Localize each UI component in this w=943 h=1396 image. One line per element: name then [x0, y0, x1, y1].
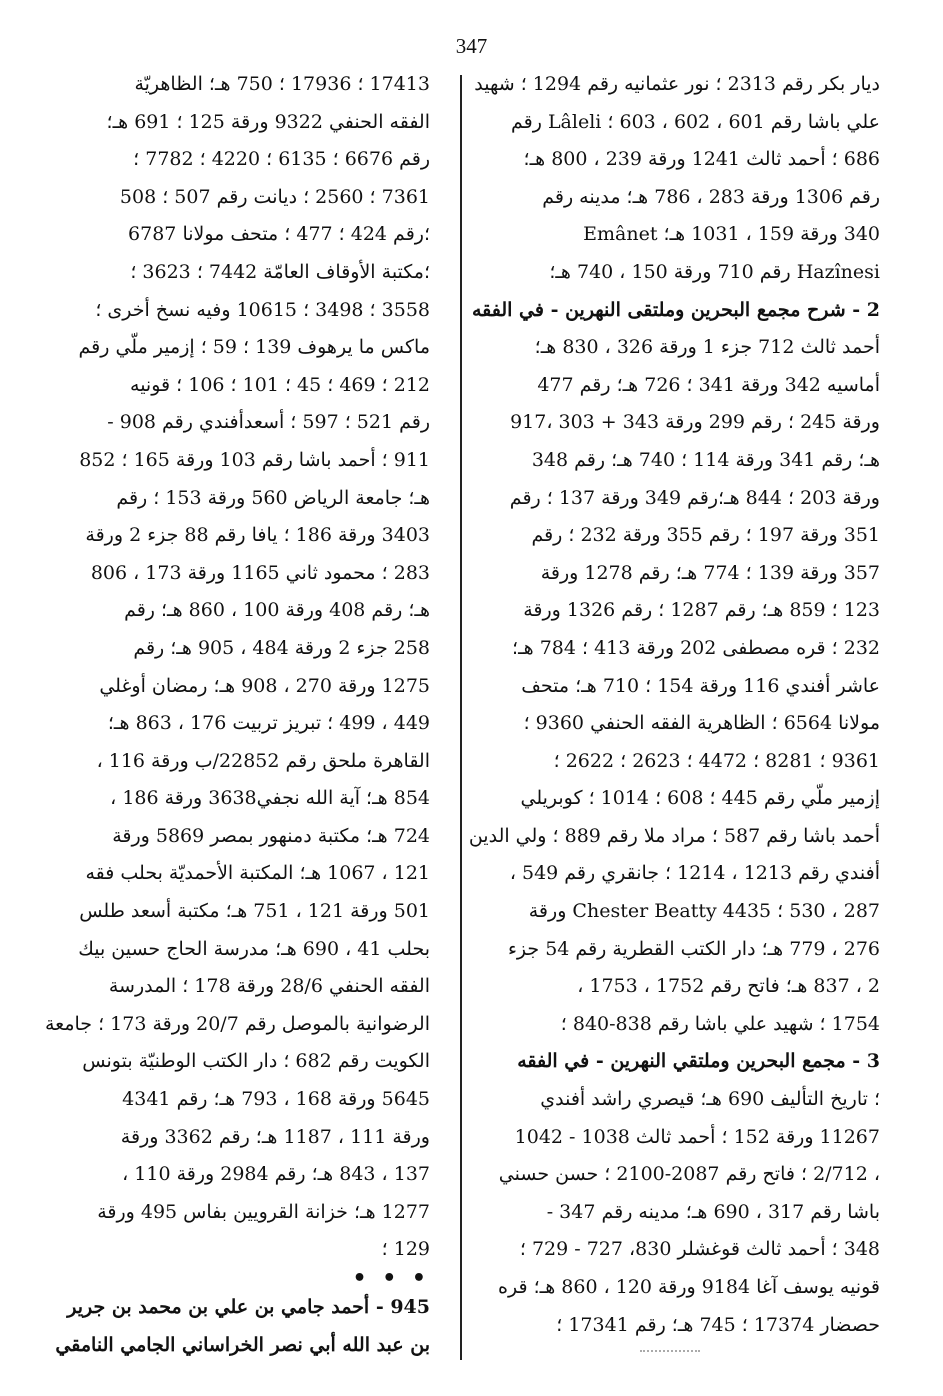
text-line: 212 ؛ 469 ؛ 45 ؛ 101 ؛ 106 ؛ قونيه — [130, 373, 430, 396]
text-line: 449 ، 499 ؛ تبريز تربيت 176 ، 863 هـ؛ — [107, 712, 430, 735]
text-line: 686 ؛ أحمد ثالث 1241 ورقة 239 ، 800 هـ؛ — [523, 148, 880, 171]
text-line: إزمير ملّي رقم 445 ؛ 608 ؛ 1014 ؛ كوبريلي — [520, 787, 880, 810]
text-line: ورقة 245 ؛ رقم 299 ورقة 343 + 303 ،917 — [510, 411, 880, 434]
entry-heading-continued: بن عبد الله أبي نصر الخراساني الجامي النامقي — [55, 1333, 430, 1356]
page-number: 347 — [455, 34, 488, 58]
text-line: هـ؛ رقم 408 ورقة 100 ، 860 هـ؛ رقم — [124, 599, 430, 622]
text-line: 1754 ؛ شهيد علي باشا رقم 838-840 ؛ — [560, 1012, 880, 1035]
text-line: الفقه الحنفي 28/6 ورقة 178 ؛ المدرسة — [108, 975, 430, 998]
text-line: 911 ؛ أحمد باشا رقم 103 ورقة 165 ؛ 852 — [79, 448, 430, 471]
text-line: 1275 ورقة 270 ، 908 هـ؛ رمضان أوغلي — [99, 674, 430, 697]
text-line: 854 هـ؛ آية الله نجفي3638 ورقة 186 ، — [110, 787, 430, 810]
text-line: ورقة 203 ؛ 844 هـ؛رقم 349 ورقة 137 ؛ رقم — [509, 486, 880, 509]
section-heading: 2 - شرح مجمع البحرين وملتقى النهرين - في الفقه — [471, 298, 880, 321]
text-line: 17413 ؛ 17936 ؛ 750 هـ؛ الظاهريّة — [134, 73, 430, 95]
text-line: أماسيه 342 ورقة 341 ؛ 726 هـ؛ رقم 477 — [537, 373, 880, 396]
text-line: بحلب 41 ، 690 هـ؛ مدرسة الحاج حسين بيك — [78, 937, 430, 960]
text-line: 1277 هـ؛ خزانة القرويين بفاس 495 ورقة — [97, 1200, 430, 1223]
text-line: ماكس ما يرهوف 139 ؛ 59 ؛ إزمير ملّي رقم — [78, 336, 430, 359]
text-line: رقم 521 ؛ 597 ؛ أسعدأفندي رقم 908 - — [107, 411, 430, 434]
text-line: القاهرة ملحق رقم 22852/ب ورقة 116 ، — [96, 749, 430, 772]
right-column — [468, 66, 880, 1376]
text-line: قونيه يوسف آغا 9184 ورقة 120 ، 860 هـ؛ قره — [498, 1276, 880, 1298]
text-line: 3403 ورقة 186 ؛ يافا رقم 88 جزء 2 ورقة — [85, 524, 430, 547]
text-line: 5645 ورقة 168 ، 793 هـ؛ رقم 4341 — [122, 1088, 430, 1111]
text-line: 123 ؛ 859 هـ؛ رقم 1287 ؛ رقم 1326 ورقة — [523, 599, 880, 622]
column-divider — [460, 75, 462, 1360]
faint-mark — [640, 1350, 700, 1354]
text-line: 9361 ؛ 8281 ؛ 4472 ؛ 2623 ؛ 2622 ؛ — [553, 749, 880, 772]
text-line: الفقه الحنفي 9322 ورقة 125 ؛ 691 هـ؛ — [106, 110, 430, 133]
text-line: 3558 ؛ 3498 ؛ 10615 وفيه نسخ أخرى ؛ — [95, 298, 430, 321]
text-line: رقم 1306 ورقة 283 ، 786 هـ؛ مدينه رقم — [542, 185, 880, 208]
text-line: 724 هـ؛ مكتبة دمنهور بمصر 5869 ورقة — [112, 824, 430, 847]
entry-heading: 945 - أحمد جامي بن علي بن محمد بن جرير — [67, 1296, 430, 1318]
text-line: 287 ، 530 ؛ Chester Beatty 4435 ورقة — [528, 900, 880, 923]
text-line: 351 ورقة 197 ؛ رقم 355 ورقة 232 ؛ رقم — [531, 524, 880, 547]
text-line: ورقة 111 ، 1187 هـ؛ رقم 3362 ورقة — [120, 1125, 430, 1148]
text-line: باشا رقم 317 ، 690 هـ؛ مدينه رقم 347 - — [546, 1200, 880, 1223]
text-line: 2 ، 837 هـ؛ فاتح رقم 1752 ، 1753 ، — [577, 975, 880, 998]
text-line: هـ؛ رقم 341 ورقة 114 ؛ 740 هـ؛ رقم 348 — [531, 448, 880, 471]
text-line: ، 2/712 ؛ فاتح رقم 2087-2100 ؛ حسن حسني — [498, 1163, 880, 1186]
text-line: 357 ورقة 139 ؛ 774 هـ؛ رقم 1278 ورقة — [540, 561, 880, 584]
left-column — [44, 66, 430, 1376]
text-line: 258 جزء 2 ورقة 484 ، 905 هـ؛ رقم — [133, 636, 430, 659]
text-line: رقم 6676 ؛ 6135 ؛ 4220 ؛ 7782 ؛ — [133, 148, 430, 171]
text-line: 7361 ؛ 2560 ؛ ديانت رقم 507 ؛ 508 — [119, 185, 430, 208]
text-line: 283 ؛ محمود ثاني 1165 ورقة 173 ، 806 — [90, 561, 430, 584]
text-line: عاشر أفندي 116 ورقة 154 ؛ 710 هـ؛ متحف — [521, 674, 880, 697]
text-line: Hazînesi رقم 710 ورقة 150 ، 740 هـ؛ — [549, 260, 880, 283]
text-line: 501 ورقة 121 ، 751 هـ؛ مكتبة أسعد طلس — [79, 900, 430, 923]
section-heading: 3 - مجمع البحرين وملتقي النهرين - في الفقه — [517, 1050, 880, 1073]
section-separator: • • • — [352, 1266, 430, 1291]
text-line: 348 ؛ أحمد ثالث قوغشلر 830، 727 - 729 ؛ — [519, 1238, 880, 1261]
text-line: ديار بكر رقم 2313 ؛ نور عثمانيه رقم 1294 ؛ شهيد — [474, 73, 880, 95]
text-line: 276 ، 779 هـ؛ دار الكتب القطرية رقم 54 جزء — [508, 937, 880, 960]
text-line: ؛رقم 424 ؛ 477 ؛ متحف مولانا 6787 — [128, 223, 430, 246]
text-line: هـ؛ جامعة الرياض 560 ورقة 153 ؛ رقم — [116, 486, 430, 509]
text-line: علي باشا رقم 601 ، 602 ، 603 ؛ Lâleli رقم — [510, 110, 880, 133]
text-line: 232 ؛ قره مصطفى 202 ورقة 413 ؛ 784 هـ؛ — [512, 636, 880, 659]
text-line: أحمد ثالث 712 جزء 1 ورقة 326 ، 830 هـ؛ — [534, 336, 880, 359]
text-line: 121 ، 1067 هـ؛ المكتبة الأحمديّة بحلب فقه — [85, 862, 430, 885]
text-line: 11267 ورقة 152 ؛ أحمد ثالث 1038 - 1042 — [514, 1125, 880, 1148]
text-line: ؛ تاريخ التأليف 690 هـ؛ قيصري راشد أفندي — [540, 1088, 880, 1111]
text-line: الكويت رقم 682 ؛ دار الكتب الوطنيّة بتونس — [82, 1050, 430, 1073]
text-line: الرضوانية بالموصل رقم 20/7 ورقة 173 ؛ جامعة — [44, 1012, 430, 1035]
text-line: أحمد باشا رقم 587 ؛ مراد ملا رقم 889 ؛ ولي الدين — [468, 824, 880, 847]
text-line: 137 ، 843 هـ؛ رقم 2984 ورقة 110 ، — [122, 1163, 430, 1186]
text-line: أفندي رقم 1213 ، 1214 ؛ جانقري رقم 549 ، — [509, 862, 880, 885]
text-line: ؛مكتبة الأوقاف العامّة 7442 ؛ 3623 ؛ — [130, 260, 430, 283]
text-line: مولانا 6564 ؛ الظاهرية الفقه الحنفي 9360 ؛ — [523, 712, 880, 735]
text-line: 340 ورقة 159 ، 1031 هـ؛ Emânet — [583, 223, 880, 246]
text-line: حصضار 17374 ؛ 745 هـ؛ رقم 17341 ؛ — [556, 1313, 880, 1336]
text-line: 129 ؛ — [381, 1238, 430, 1261]
